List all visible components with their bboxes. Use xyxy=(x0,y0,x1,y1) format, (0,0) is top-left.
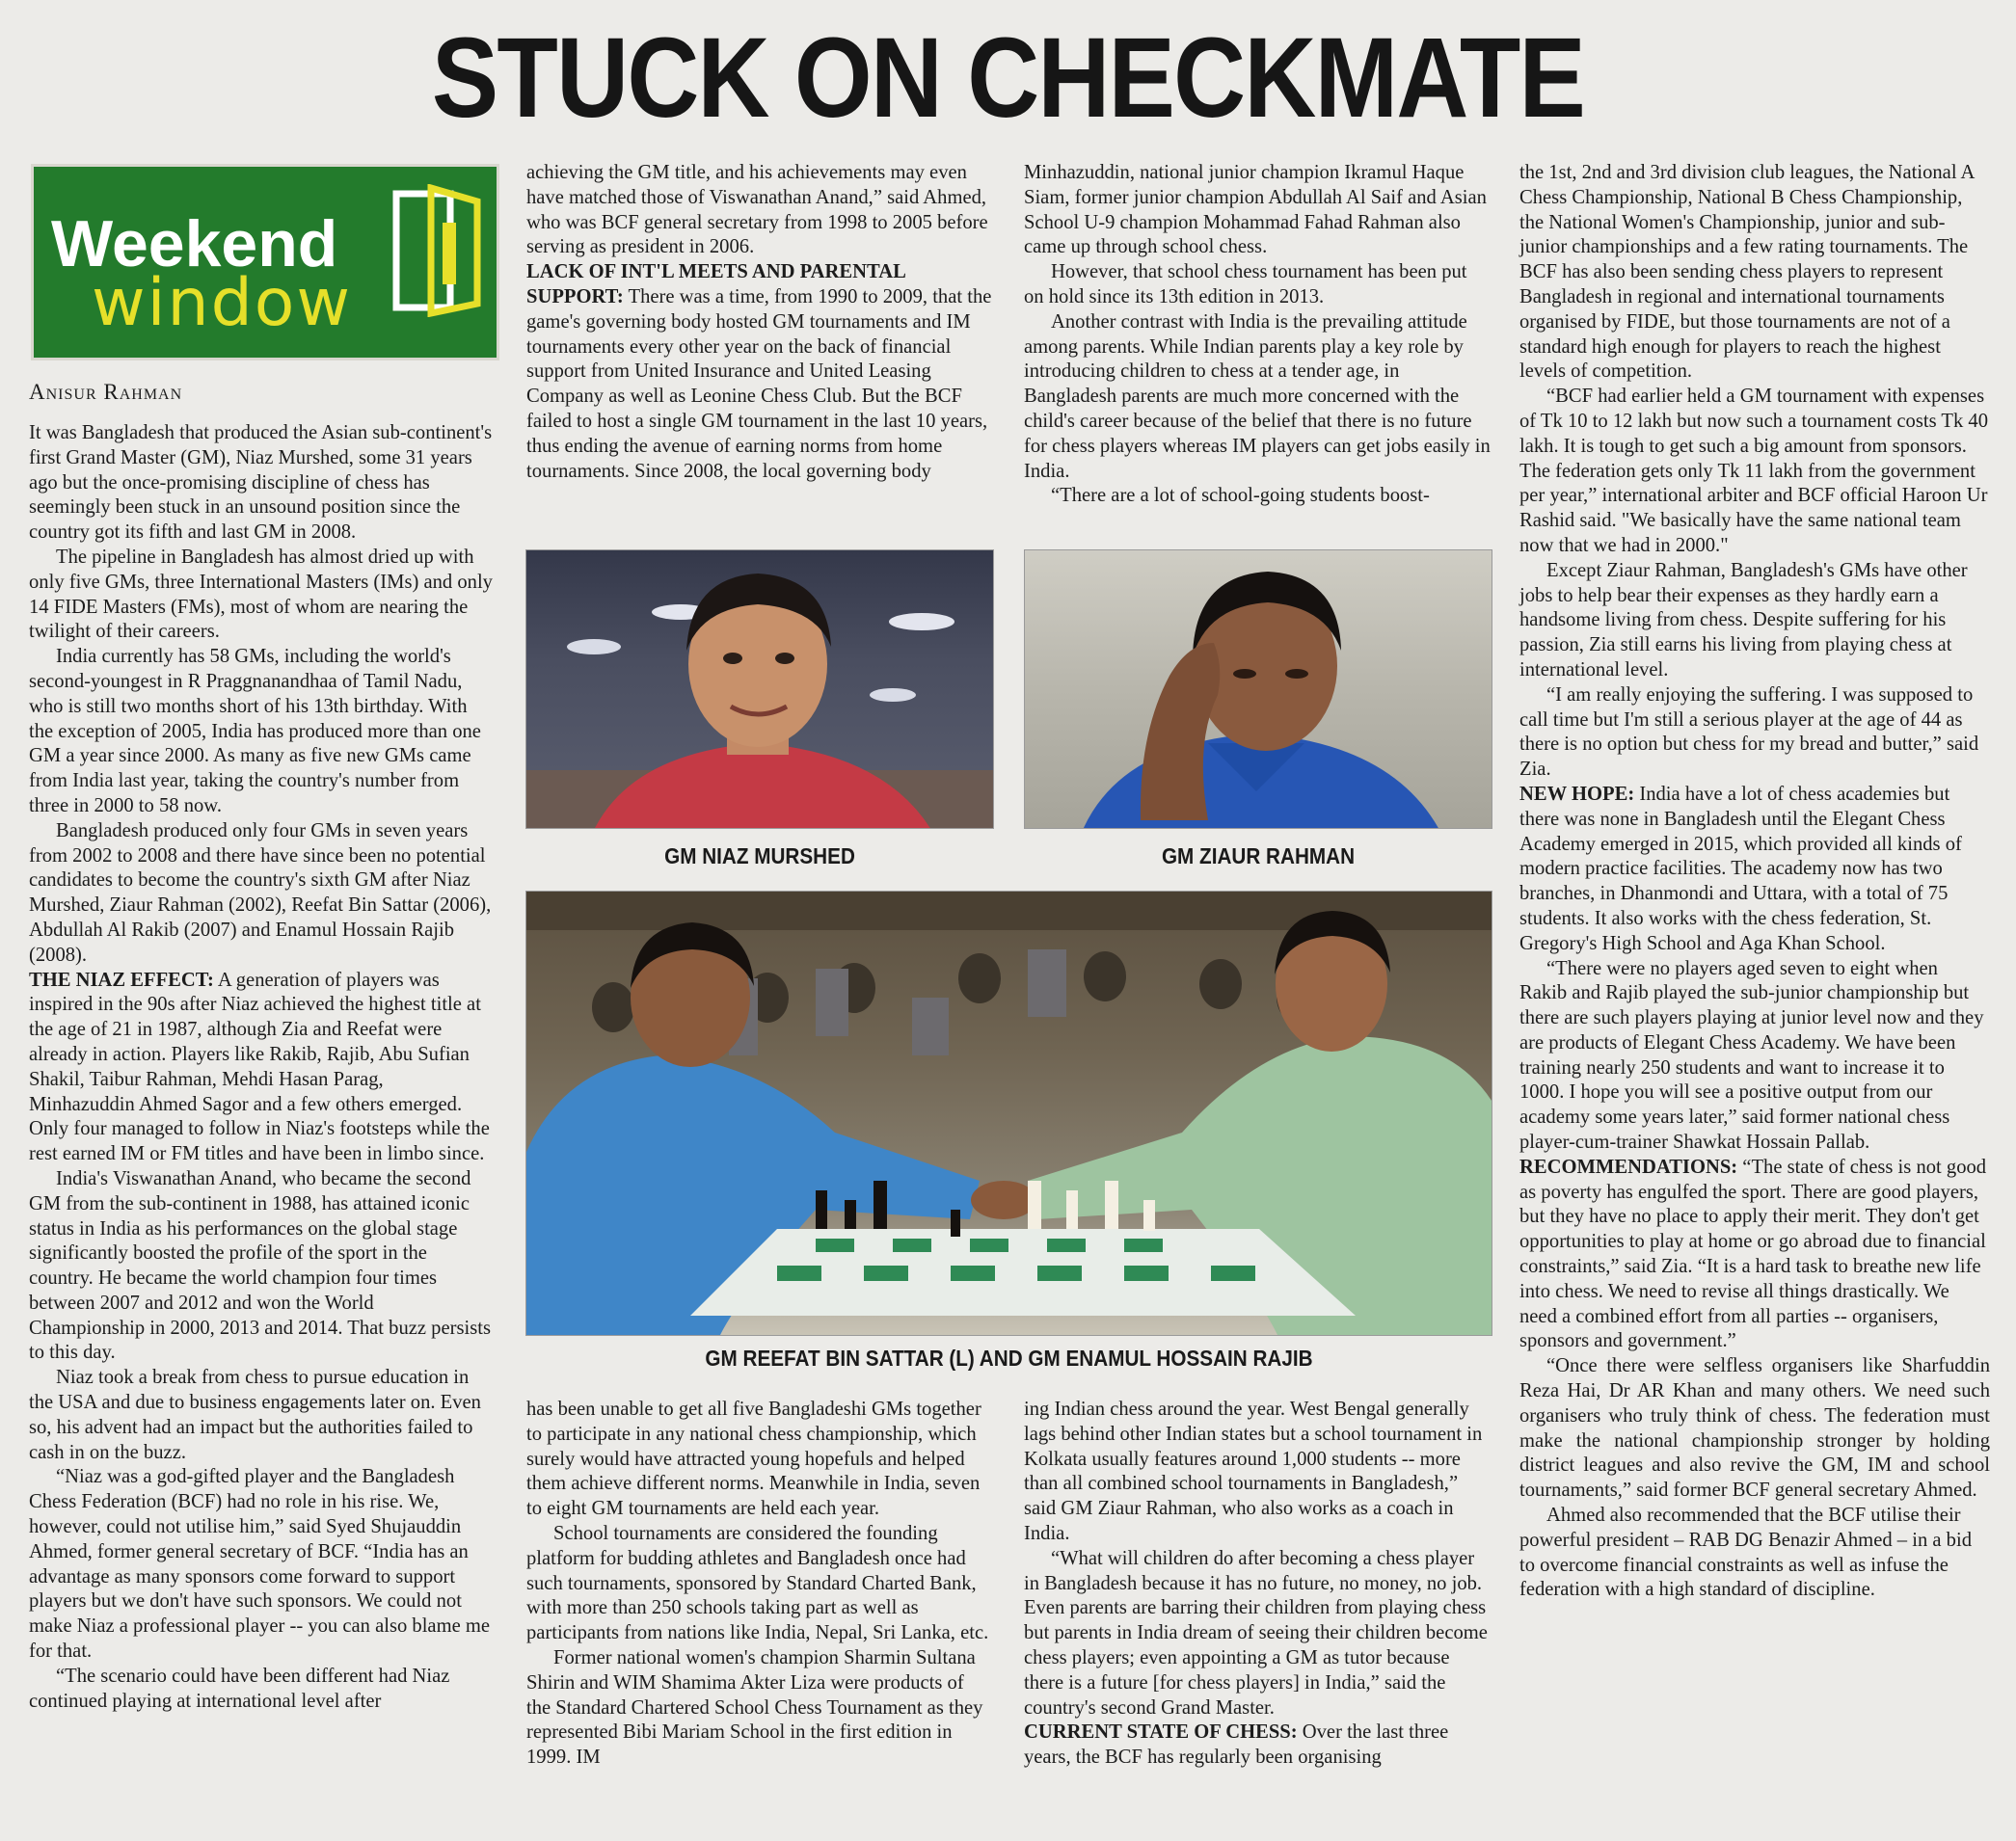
paragraph: “There are a lot of school-going students boost- xyxy=(1051,485,1430,507)
paragraph: has been unable to get all five Bangladeshi GMs together to participate in any national chess championship, which surely would have attracted young hopefuls and helped them achieve different norms. Meanwhile in India, seven to eight GM tournaments are held each year. xyxy=(526,1399,981,1520)
subheading: RECOMMENDATIONS: xyxy=(1519,1156,1738,1178)
logo-word-weekend: Weekend xyxy=(51,207,338,280)
article-column-3-top xyxy=(1024,161,1491,509)
paragraph xyxy=(1519,1156,1990,1354)
article-column-1 xyxy=(29,421,494,1714)
paragraph: Ahmed also recommended that the BCF utilise their powerful president – RAB DG Benazir Ahmed – in a bid to overcome financial constraints as well as infuse the federation with a high standard of discipline. xyxy=(1519,1505,1972,1601)
subheading: THE NIAZ EFFECT: xyxy=(29,969,214,991)
headline: STUCK ON CHECKMATE xyxy=(431,14,1585,142)
paragraph: the 1st, 2nd and 3rd division club leagues, the National A Chess Championship, National B Chess Championship, the National Women's Championship, junior and sub-junior championships and a few rating tournaments. The BCF has also been sending chess players to represent Bangladesh in regional and international tournaments organised by FIDE, but those tournaments are not of a standard high enough for players to reach the highest levels of competition. xyxy=(1519,162,1975,383)
paragraph-text: A generation of players was inspired in the 90s after Niaz achieved the highest title at the age of 21 in 1987, although Zia and Reefat were already in action. Players like Rakib, Rajib, Abu Sufian Shakil, Taibur Rahman, Mehdi Hasan Parag, Minhazuddin Ahmed Sagor and a few others emerged. Only four managed to follow in Niaz's footsteps while the rest earned IM or FM titles and have been in limbo since. xyxy=(29,969,490,1165)
paragraph-text: There was a time, from 1990 to 2009, that the game's governing body hosted GM tournaments and IM tournaments every other year on the back of financial support from United Insurance and United Leasing Company as well as Leonine Chess Club. But the BCF failed to host a single GM tournament in the last 10 years, thus ending the avenue of earning norms from home tournaments. Since 2008, the local governing body xyxy=(526,285,992,482)
paragraph: “Niaz was a god-gifted player and the Bangladesh Chess Federation (BCF) had no role in his rise. We, however, could not utilise him,” said Syed Shujauddin Ahmed, former general secretary of BCF. “India has an advantage as many sponsors come forward to support players but we don't have such sponsors. We could not make Niaz a professional player -- you can also blame me for that. xyxy=(29,1466,491,1663)
paragraph xyxy=(1519,783,1990,957)
paragraph: “There were no players aged seven to eight when Rakib and Rajib played the sub-junior championship but there are such players playing at junior level now and they are products of Elegant Chess Academy. We have been training nearly 250 students and want to increase it to 1000. I hope you will see a positive output from our academy some years later,” said former national chess player-cum-trainer Shawkat Hossain Pallab. xyxy=(1519,957,1984,1154)
paragraph: “I am really enjoying the suffering. I was supposed to call time but I'm still a serious player at the age of 44 as there is no option but chess for my bread and butter,” said Zia. xyxy=(1519,683,1979,781)
caption-handshake: GM REEFAT BIN SATTAR (L) AND GM ENAMUL HOSSAIN RAJIB xyxy=(705,1346,1313,1371)
article-column-4 xyxy=(1519,161,1990,1603)
paragraph: ing Indian chess around the year. West Bengal generally lags behind other Indian states but a school tournament in Kolkata usually features around 1,000 students -- more than all combined school tournaments in Bangladesh,” said GM Ziaur Rahman, who also works as a coach in India. xyxy=(1024,1399,1483,1544)
paragraph: India currently has 58 GMs, including the world's second-youngest in R Praggnanandhaa of Tamil Nadu, who is still two months short of his 13th birthday. With the exception of 2005, India has produced more than one GM a year since 2000. As many as five new GMs came from India last year, taking the country's number from three in 2000 to 58 now. xyxy=(29,646,481,816)
paragraph: Bangladesh produced only four GMs in seven years from 2002 to 2008 and there have since been no potential candidates to become the country's sixth GM after Niaz Murshed, Ziaur Rahman (2002), Reefat Bin Sattar (2006), Abdullah Al Rakib (2007) and Enamul Hossain Rajib (2008). xyxy=(29,819,492,966)
logo-word-window: window xyxy=(92,265,352,341)
paragraph xyxy=(526,260,993,484)
paragraph xyxy=(29,969,494,1167)
subheading: NEW HOPE: xyxy=(1519,783,1635,805)
paragraph: “What will children do after becoming a chess player in Bangladesh because it has no future, no money, no job. Even parents are barring their children from playing chess but parents in India dream of seeing their children become chess players; even appointing a GM as tutor because there is a future [for chess players] in India,” said the country's second Grand Master. xyxy=(1024,1547,1488,1719)
caption-ziaur-rahman: GM ZIAUR RAHMAN xyxy=(1161,843,1356,868)
photo-niaz-murshed xyxy=(525,549,994,829)
article-column-2-bottom xyxy=(526,1398,993,1771)
paragraph: School tournaments are considered the founding platform for budding athletes and Bangladesh once had such tournaments, sponsored by Standard Charted Bank, with more than 250 schools taking part as well as participants from nations like India, Nepal, Sri Lanka, etc. xyxy=(526,1522,989,1644)
paragraph: It was Bangladesh that produced the Asian sub-continent's first Grand Master (GM), Niaz Murshed, some 31 years ago but the once-promising discipline of chess has seemingly been stuck in an unsound position since the country got its fifth and last GM in 2008. xyxy=(29,422,493,544)
paragraph-text: Over the last three years, the BCF has regularly been organising xyxy=(1024,1721,1449,1769)
paragraph xyxy=(1024,1721,1491,1771)
photo-reefat-rajib-handshake xyxy=(525,891,1492,1336)
paragraph: “Once there were selfless organisers like Sharfuddin Reza Hai, Dr AR Khan and many others. We need such organisers who truly think of chess. The federation must make the national championship stronger by holding district leagues and also revive the GM, IM and school tournaments,” said former BCF general secretary Ahmed. xyxy=(1519,1355,1990,1502)
paragraph: Niaz took a break from chess to pursue education in the USA and due to business engagements later on. Even so, his advent had an impact but the authorities failed to cash in on the buzz. xyxy=(29,1367,481,1463)
paragraph: Former national women's champion Sharmin Sultana Shirin and WIM Shamima Akter Liza were products of the Standard Chartered School Chess Tournament as they represented Bibi Mariam School in the first edition in 1999. IM xyxy=(526,1646,983,1769)
subheading: CURRENT STATE OF CHESS: xyxy=(1024,1721,1298,1744)
paragraph-text: India have a lot of chess academies but there was none in Bangladesh until the Elegant Chess Academy emerged in 2015, which provided all kinds of modern practice facilities. The academy now has two branches, in Dhanmondi and Uttara, with a total of 75 students. It also works with the chess federation, St. Gregory's High School and Aga Khan School. xyxy=(1519,783,1962,954)
photo-ziaur-rahman xyxy=(1024,549,1492,829)
paragraph: Minhazuddin, national junior champion Ikramul Haque Siam, former junior champion Abdullah Al Saif and Asian School U-9 champion Mohammad Fahad Rahman also came up through school chess. xyxy=(1024,162,1487,258)
subheading: LACK OF INT'L MEETS AND PARENTAL SUPPORT: xyxy=(526,261,905,307)
paragraph: “The scenario could have been different had Niaz continued playing at international level after xyxy=(29,1665,450,1712)
caption-niaz-murshed: GM NIAZ MURSHED xyxy=(664,843,855,868)
byline: Anisur Rahman xyxy=(29,380,183,404)
paragraph: Except Ziaur Rahman, Bangladesh's GMs have other jobs to help bear their expenses as they hardly earn a handsome living from chess. Despite suffering for his passion, Zia still earns his living from playing chess at international level. xyxy=(1519,559,1968,680)
article-column-3-bottom xyxy=(1024,1398,1491,1771)
paragraph: Another contrast with India is the prevailing attitude among parents. While Indian parents play a key role by introducing children to chess at a tender age, in Bangladesh parents are much more concerned with the child's career because of the belief that there is no future for chess players whereas IM players can get jobs easily in India. xyxy=(1024,310,1491,482)
paragraph: However, that school chess tournament has been put on hold since its 13th edition in 2013. xyxy=(1024,261,1467,307)
window-frame-icon xyxy=(392,184,481,317)
paragraph: “BCF had earlier held a GM tournament with expenses of Tk 10 to 12 lakh but now such a tournament costs Tk 40 lakh. It is tough to get such a big amount from sponsors. The federation gets only Tk 11 lakh from the government per year,” international arbiter and BCF official Haroon Ur Rashid said. "We basically have the same national team now that we had in 2000." xyxy=(1519,386,1988,556)
paragraph: achieving the GM title, and his achievements may even have matched those of Viswanathan Anand,” said Ahmed, who was BCF general secretary from 1998 to 2005 before serving as president in 2006. xyxy=(526,162,988,258)
weekend-window-logo xyxy=(31,164,499,360)
article-column-2-top xyxy=(526,161,993,484)
paragraph: India's Viswanathan Anand, who became the second GM from the sub-continent in 1988, has attained iconic status in India as his performances on the global stage significantly boosted the profile of the sport in the country. He became the world champion four times between 2007 and 2012 and won the World Championship in 2000, 2013 and 2014. That buzz persists to this day. xyxy=(29,1167,491,1364)
paragraph: The pipeline in Bangladesh has almost dried up with only five GMs, three International Masters (IMs) and only 14 FIDE Masters (FMs), most of whom are nearing the twilight of their careers. xyxy=(29,546,493,643)
paragraph-text: “The state of chess is not good as poverty has engulfed the sport. There are good players, but they have no place to apply their merit. They don't get opportunities to play at home or go abroad due to financial constraints,” said Zia. “It is a hard task to breathe new life into chess. We need to revise all things drastically. We need a combined effort from all parties -- organisers, sponsors and government.” xyxy=(1519,1156,1987,1352)
